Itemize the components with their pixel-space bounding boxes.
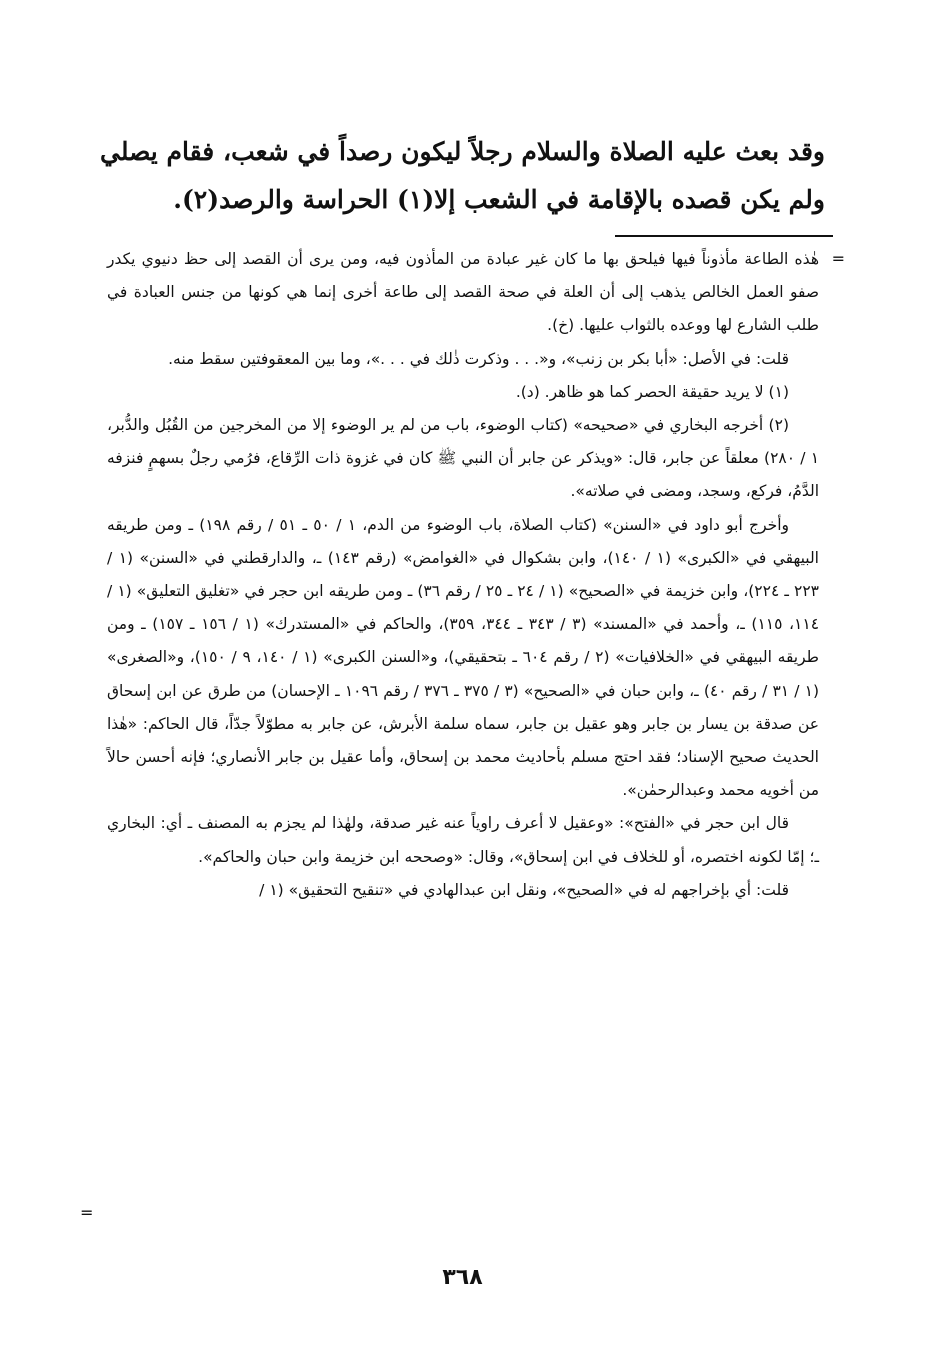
footnote-separator — [615, 235, 833, 237]
footnote-2-abu-dawud: وأخرج أبو داود في «السنن» (كتاب الصلاة، باب الوضوء من الدم، ١ / ٥٠ ـ ٥١ / رقم ١٩٨) ـ ومن طريقه البيهقي في «الكبرى» (١ / ١٤٠)، وابن بشكوال في «الغوامض» (رقم ١٤٣) ـ، والدارقطني في «السنن» (١ / ٢٢٣ ـ ٢٢٤)، وابن خزيمة في «الصحيح» (١ / ٢٤ ـ ٢٥ / رقم ٣٦) ـ ومن طريقه ابن حجر في «تغليق التعليق» (١ / ١١٤، ١١٥) ـ، وأحمد في «المسند» (٣ / ٣٤٣ ـ ٣٤٤، ٣٥٩)، والحاكم في «المستدرك» (١ / ١٥٦ ـ ١٥٧) ـ ومن طريقه البيهقي في «الخلافيات» (٢ / رقم ٦٠٤ ـ بتحقيقي)، و«السنن الكبرى» (١ / ١٤٠، ٩ / ١٥٠)، و«الصغرى» (١ / ٣١ / رقم ٤٠) ـ، وابن حبان في «الصحيح» (٣ / ٣٧٥ ـ ٣٧٦ / رقم ١٠٩٦ ـ الإحسان) من طرق عن ابن إسحاق عن صدقة بن يسار بن جابر وهو عقيل بن جابر، سماه سلمة الأبرش، عن جابر به مطوّلاً جدّاً، قال الحاكم: «هٰذا الحديث صحيح الإسناد؛ فقد احتج مسلم بأحاديث محمد بن إسحاق، وأما عقيل بن جابر الأنصاري؛ فإنه أحسن حالاً من أخويه محمد وعبدالرحمٰن». — [107, 515, 820, 800]
footnote-2-ibn-hajar: قال ابن حجر في «الفتح»: «وعقيل لا أعرف راوياً عنه غير صدقة، ولهٰذا لم يجزم به المصنف ـ أي: البخاري ـ؛ إمّا لكونه اختصره، أو للخلاف في ابن إسحاق»، وقال: «وصححه ابن خزيمة وابن حبان والحاكم». — [107, 814, 819, 866]
footnote-1: (١) لا يريد حقيقة الحصر كما هو ظاهر. (د). — [515, 382, 789, 401]
footnotes — [107, 243, 819, 907]
page-number: ٣٦٨ — [442, 1265, 483, 1290]
continuation-mark-bottom: = — [80, 1203, 94, 1222]
continuation-mark-top: = — [831, 249, 845, 268]
main-text — [100, 128, 825, 224]
footnote-editor-remark: قلت: في الأصل: «أبا بكر بن زنب»، و«. . . وذكرت ذٰلك في . . .»، وما بين المعقوفتين سقط منه. — [168, 349, 789, 368]
footnote-continued: هٰذه الطاعة مأذوناً فيها فيلحق بها ما كان غير عبادة من المأذون فيه، ومن يرى أن القصد إلى حظ دنيوي يكدر صفو العمل الخالص يذهب إلى أن العلة في صحة القصد إلى طاعة أخرى إنما هي كونها من جنس العبادة في طلب الشارع لها ووعده بالثواب عليها. (خ). — [107, 250, 819, 335]
footnote-2-editor-note: قلت: أي بإخراجهم له في «الصحيح»، ونقل ابن عبدالهادي في «تنقيح التحقيق» (١ / — [259, 880, 789, 899]
main-paragraph: وقد بعث عليه الصلاة والسلام رجلاً ليكون رصداً في شعب، فقام يصلي ولم يكن قصده بالإقامة في الشعب إلا(١) الحراسة والرصد(٢). — [100, 137, 825, 214]
footnote-2: (٢) أخرجه البخاري في «صحيحه» (كتاب الوضوء، باب من لم ير الوضوء إلا من المخرجين من القُبُل والدُّبر، ١ / ٢٨٠) معلقاً عن جابر، قال: «ويذكر عن جابر أن النبي ﷺ كان في غزوة ذات الرِّقاع، فرُمي رجلٌ بسهمٍ فنزفه الدَّمُ، فركع، وسجد، ومضى في صلاته». — [107, 416, 820, 501]
